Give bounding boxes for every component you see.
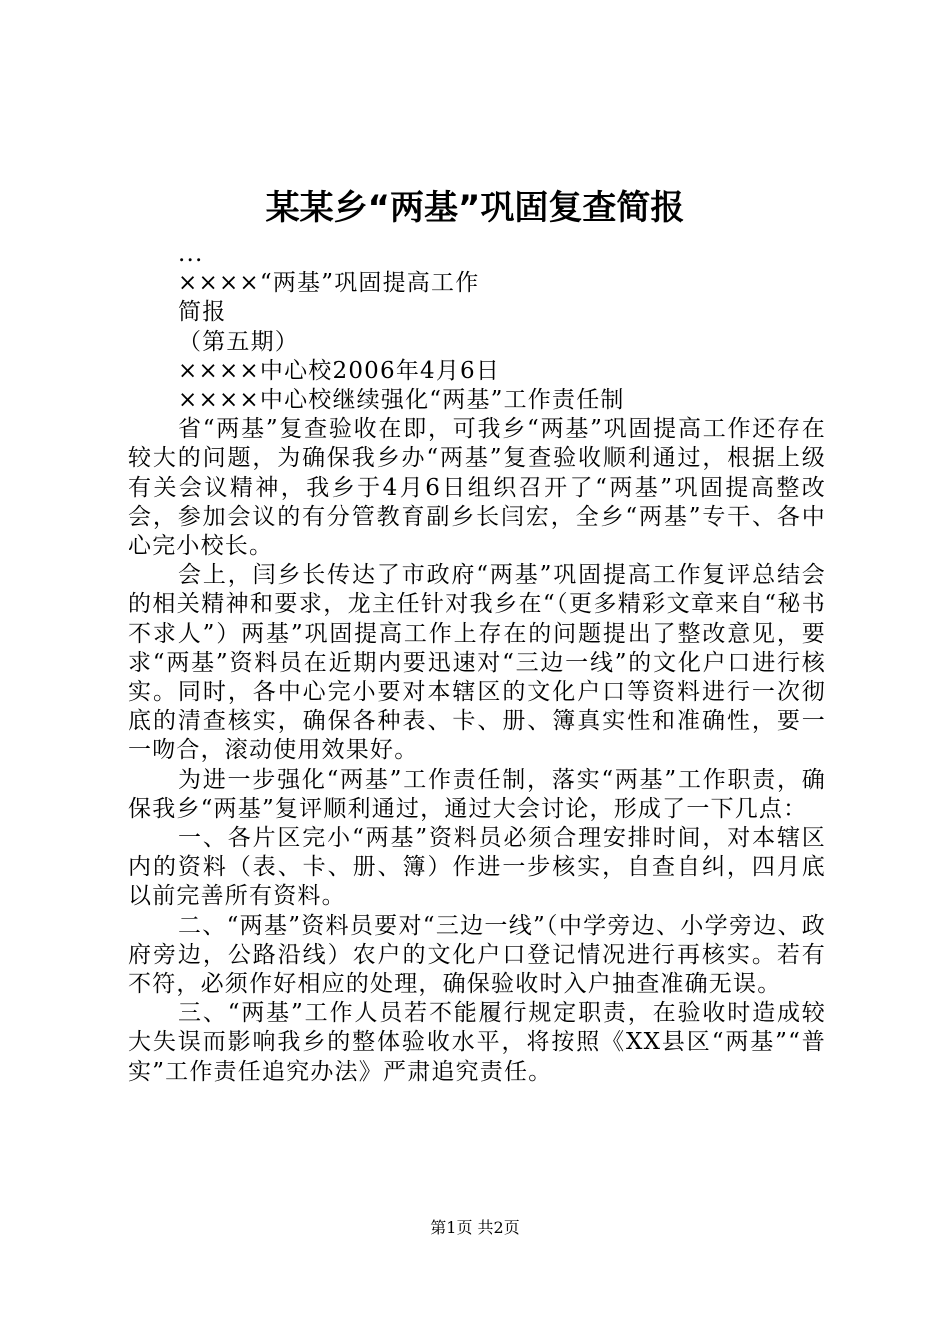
bulletin-heading-line: ××××“两基”巩固提高工作	[178, 270, 480, 297]
page-footer: 第1页 共2页	[430, 1218, 520, 1237]
paragraph-point-2: 二、“两基”资料员要对“三边一线”（中学旁边、小学旁边、政府旁边，公路沿线）农户的文化户口登记情况进行再核实。若有不符，必须作好相应的处理，确保验收时入户抽查准确无误。	[128, 912, 826, 998]
issue-number-line: （第五期）	[178, 328, 299, 355]
paragraph-point-1: 一、各片区完小“两基”资料员必须合理安排时间，对本辖区内的资料（表、卡、册、簿）作进一步核实，自查自纠，四月底以前完善所有资料。	[128, 825, 826, 910]
paragraph-intro: 省“两基”复查验收在即，可我乡“两基”巩固提高工作还存在较大的问题，为确保我乡办“两基”复查验收顺利通过，根据上级有关会议精神，我乡于4月6日组织召开了“两基”巩固提高整改会，参加会议的有分管教育副乡长闫宏，全乡“两基”专干、各中心完小校长。	[128, 416, 826, 560]
document-body	[128, 240, 826, 1087]
bulletin-label-line: 简报	[178, 299, 227, 326]
issuer-date-line: ××××中心校2006年4月6日	[178, 357, 501, 384]
paragraph-resolution: 为进一步强化“两基”工作责任制，落实“两基”工作职责，确保我乡“两基”复评顺利通过，通过大会讨论，形成了一下几点：	[128, 766, 826, 822]
document-title: 某某乡“两基”巩固复查简报	[265, 188, 685, 228]
paragraph-point-3: 三、“两基”工作人员若不能履行规定职责，在验收时造成较大失误而影响我乡的整体验收水平，将按照《XX县区“两基”“普实”工作责任追究办法》严肃追究责任。	[128, 1000, 826, 1085]
paragraph-meeting: 会上，闫乡长传达了市政府“两基”巩固提高工作复评总结会的相关精神和要求，龙主任针对我乡在“（更多精彩文章来自“秘书不求人”）两基”巩固提高工作上存在的问题提出了整改意见，要求“两基”资料员在近期内要迅速对“三边一线”的文化户口进行核实。同时，各中心完小要对本辖区的文化户口等资料进行一次彻底的清查核实，确保各种表、卡、册、簿真实性和准确性，要一一吻合，滚动使用效果好。	[128, 562, 826, 764]
article-heading-line: ××××中心校继续强化“两基”工作责任制	[178, 387, 625, 414]
ellipsis-line: ...	[178, 241, 204, 267]
